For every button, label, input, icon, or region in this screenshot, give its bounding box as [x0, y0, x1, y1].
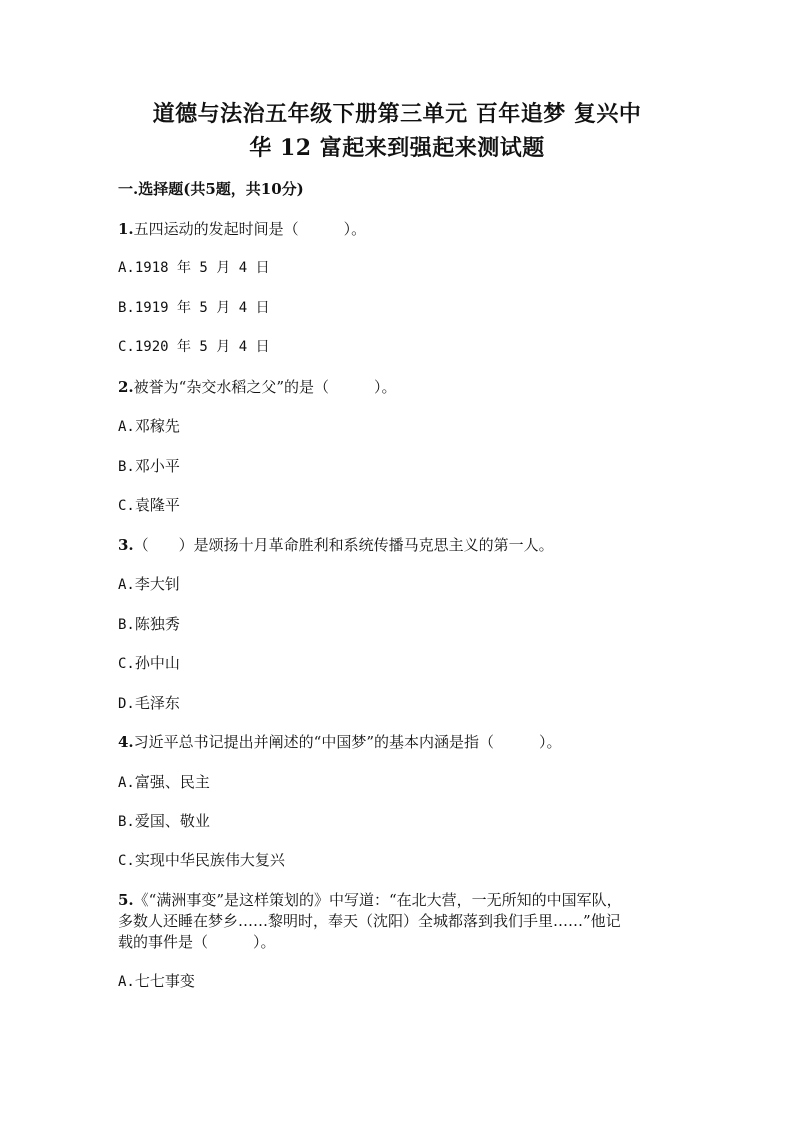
option-text: 邓小平	[134, 457, 180, 475]
question-text: （ ）是颂扬十月革命胜利和系统传播马克思主义的第一人。	[133, 536, 554, 554]
question-number: 1.	[118, 220, 134, 238]
option-label: D.	[118, 696, 135, 712]
option-text: 毛泽东	[134, 694, 180, 712]
option-label: B.	[118, 814, 135, 830]
option-2b	[118, 455, 180, 476]
option-4b	[118, 810, 210, 831]
option-1b	[118, 297, 270, 317]
option-text: 邓稼先	[134, 417, 180, 435]
option-label: A.	[118, 419, 135, 435]
document-title-line-1: 道德与法治五年级下册第三单元 百年追梦 复兴中	[152, 101, 642, 127]
question-number: 5.	[118, 891, 134, 909]
option-label: B.	[118, 617, 135, 633]
question-2	[118, 376, 397, 397]
option-label: C.	[118, 853, 135, 869]
option-label: C.	[118, 656, 135, 672]
question-4	[118, 731, 562, 752]
option-label: A.	[118, 775, 135, 791]
document-title-line-2: 华 12 富起来到强起来测试题	[249, 135, 545, 161]
question-text-line-1: 《“满洲事变”是这样策划的》中写道：“在北大营，一无所知的中国军队，	[133, 891, 622, 909]
option-2c	[118, 494, 180, 515]
option-label: B.	[118, 459, 135, 475]
option-2a	[118, 415, 180, 436]
option-4a	[118, 771, 210, 792]
option-3a	[118, 573, 180, 594]
option-3b	[118, 613, 180, 634]
question-text: 习近平总书记提出并阐述的“中国梦”的基本内涵是指（ ）。	[133, 733, 562, 751]
option-3d	[118, 692, 180, 713]
question-5-line-2: 多数人还睡在梦乡……黎明时，奉天（沈阳）全城都落到我们手里……”他记	[118, 912, 621, 930]
option-label: A.	[118, 577, 135, 593]
question-5-line-3: 载的事件是（ ）。	[118, 933, 276, 951]
option-text: 1920 年 5 月 4 日	[134, 339, 270, 355]
option-text: 1918 年 5 月 4 日	[134, 260, 270, 276]
option-text: 陈独秀	[134, 615, 180, 633]
option-text: 孙中山	[134, 654, 180, 672]
option-text: 1919 年 5 月 4 日	[134, 300, 270, 316]
option-text: 袁隆平	[134, 496, 180, 514]
question-3	[118, 534, 554, 555]
question-number: 2.	[118, 378, 134, 396]
option-text: 富强、民主	[134, 773, 210, 791]
option-text: 七七事变	[134, 972, 195, 990]
option-4c	[118, 849, 285, 870]
option-label: C.	[118, 339, 135, 355]
option-text: 实现中华民族伟大复兴	[134, 851, 285, 869]
question-1	[118, 218, 366, 239]
option-label: A.	[118, 974, 135, 990]
question-number: 4.	[118, 733, 134, 751]
option-1a	[118, 257, 270, 277]
option-text: 爱国、敬业	[134, 812, 210, 830]
question-text: 被誉为“杂交水稻之父”的是（ ）。	[133, 378, 397, 396]
option-label: A.	[118, 260, 135, 276]
option-1c	[118, 336, 270, 356]
question-5	[118, 889, 622, 910]
option-label: B.	[118, 300, 135, 316]
option-text: 李大钊	[134, 575, 180, 593]
option-3c	[118, 652, 180, 673]
section-heading: 一.选择题(共5题，共10分)	[118, 180, 304, 198]
option-5a	[118, 970, 195, 991]
question-text: 五四运动的发起时间是（ ）。	[133, 220, 367, 238]
option-label: C.	[118, 498, 135, 514]
question-number: 3.	[118, 536, 134, 554]
